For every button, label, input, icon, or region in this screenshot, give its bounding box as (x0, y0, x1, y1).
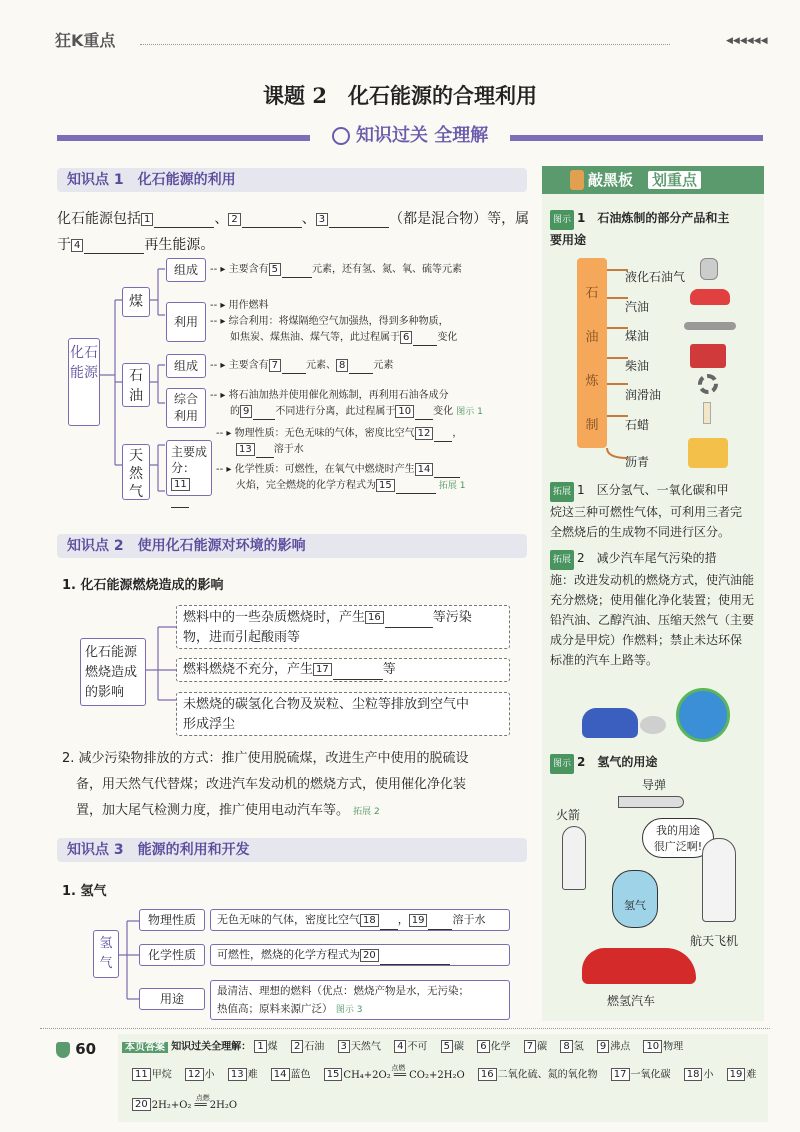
kp2-effect-2: 燃料燃烧不充分，产生 17 等 (176, 658, 510, 682)
h2-mascot-icon: 氢气 (612, 870, 658, 928)
roller-icon (688, 438, 728, 468)
coal-use-text: -- ▸ 用作燃料 -- ▸ 综合利用：将煤隔绝空气加强热，得到多种物质， 如焦炭、煤焦油、煤气等，此过程属于 6 变化 (210, 298, 457, 346)
fossil-center: 化石能源 (68, 338, 100, 426)
kp3-tree-lines (119, 915, 141, 1005)
coal-node: 煤 (122, 287, 150, 317)
oil-node: 石油 (122, 363, 150, 407)
h2-phys-node: 物理性质 (139, 909, 205, 931)
banner-icon (332, 127, 350, 145)
car-icon (690, 289, 730, 305)
products-list (625, 263, 685, 478)
product-asphalt: 沥青 (625, 455, 650, 469)
product-diesel: 柴油 (625, 358, 650, 373)
kp2-effect-1: 燃料中的一些杂质燃烧时，产生 16 等污染 物，进而引起酸雨等 (176, 605, 510, 649)
ref-fig1[interactable]: 图示 1 (456, 407, 483, 417)
kp1-header: 知识点 1 化石能源的利用 (57, 168, 527, 192)
h2-chem-node: 化学性质 (139, 944, 205, 966)
h2-use-node: 用途 (139, 988, 205, 1010)
oil-comp-node: 组成 (166, 354, 206, 378)
h2-chem-text: 可燃性，燃烧的化学方程式为 20 (210, 944, 510, 966)
plane-icon (684, 322, 736, 330)
side-ext2: 拓展 2 减少汽车尾气污染的措 施：改进发动机的燃烧方式，使汽油能 充分燃烧；使用催化净化装置；使用无 铅汽油、乙醇汽油、压缩天然气（主要 成分是甲烷）作燃料；禁止未达环保 标准的汽车上路等。 (550, 551, 755, 667)
shuttle-label: 航天飞机 (690, 934, 739, 948)
answers-line2: 11 甲烷 12 小 13 难 14 蓝色 15 点燃 CH₄+2O₂ ══ CO₂+2H₂O 16 二氧化硫、氮的氧化物 17 一氧化碳 18 小 19 难 (132, 1068, 756, 1083)
gas-props: -- ▸ 物理性质：无色无味的气体，密度比空气 12 ， 13 溶于水 -- ▸ 化学性质：可燃性，在氧气中燃烧时产生 14 火焰，完全燃烧的化学方程式为 15 拓展 1 (216, 426, 466, 494)
tractor-icon (690, 344, 726, 368)
kp2-header: 知识点 2 使用化石能源对环境的影响 (57, 534, 527, 558)
oil-comp-text: -- ▸ 主要含有 7 元素、 8 元素 (210, 358, 393, 374)
product-kerosene: 煤油 (625, 329, 650, 343)
kp1-intro-line2: 于 4 再生能源。 (57, 237, 215, 253)
ref-fig3[interactable]: 图示 3 (335, 1005, 363, 1015)
banner-label: 知识过关 全理解 (356, 125, 489, 146)
banner (310, 122, 510, 150)
exhaust-car-icon (582, 708, 638, 738)
side-ext1: 拓展 1 区分氢气、一氧化碳和甲 烷这三种可燃性气体，可利用三者完 全燃烧后的生成物不同进行区分。 (550, 483, 743, 539)
coal-comp-text: -- ▸ 主要含有 5 元素，还有氢、氮、氧、硫等元素 (210, 262, 462, 278)
kp2-sub1: 1. 化石能源燃烧造成的影响 (62, 578, 224, 593)
gas-tank-icon (700, 258, 718, 280)
brand-logo (55, 28, 115, 51)
gear-icon (698, 374, 718, 394)
ref-ext1[interactable]: 拓展 1 (438, 481, 466, 491)
rocket-icon (562, 826, 586, 890)
rocket-label: 火箭 (556, 808, 581, 822)
speech-bubble: 我的用途 很广泛啊! (642, 818, 714, 858)
smoke-icon (640, 716, 666, 734)
brand-logo-text: 狂K重点 (55, 31, 116, 50)
product-gasoline: 汽油 (625, 299, 650, 314)
sidebar-header: 敲黑板 划重点 (542, 166, 764, 194)
page-number: 60 (56, 1040, 96, 1058)
tower-labels: 石 油 炼 制 (585, 286, 599, 433)
missile-label: 导弹 (642, 778, 667, 792)
coal-use-node: 利用 (166, 302, 206, 342)
gas-node: 天然气 (122, 444, 150, 500)
kp2-center: 化石能源燃烧造成的影响 (80, 638, 146, 706)
h2-center: 氢气 (93, 930, 119, 978)
side-fig2-title: 图示 2 氢气的用途 (550, 752, 765, 774)
coal-comp-node: 组成 (166, 258, 206, 282)
missile-icon (618, 796, 684, 808)
answers-line1: 本页答案 知识过关全理解： 1 煤 2 石油 3 天然气 4 不可 5 碳 6 化学 7 碳 8 氢 9 沸点 10 物理 (122, 1040, 683, 1055)
candle-icon (703, 402, 711, 424)
product-lubricant: 润滑油 (625, 388, 662, 402)
ref-ext2[interactable]: 拓展 2 (353, 807, 380, 817)
product-lpg: 液化石油气 (625, 270, 686, 284)
top-rule (140, 44, 670, 45)
page-title: 课题 2 化石能源的合理利用 (263, 83, 537, 108)
oil-use-text: -- ▸ 将石油加热并使用催化剂炼制，再利用石油各成分 的 9 不同进行分离，此过程属于 10 变化 图示 1 (210, 388, 483, 420)
h2-use-text: 最清洁、理想的燃料（优点：燃烧产物是水，无污染； 热值高；原料来源广泛） 图示 3 (210, 980, 510, 1020)
product-paraffin: 石蜡 (625, 417, 650, 432)
side-fig1-title: 图示 1 石油炼制的部分产品和主 要用途 (550, 211, 730, 247)
teacher-icon (570, 170, 584, 190)
shuttle-icon (702, 838, 736, 922)
top-arrows: ◀◀◀◀◀◀ (726, 36, 768, 46)
kp2-effect-3: 未燃烧的碳氢化合物及炭粒、尘粒等排放到空气中 形成浮尘 (176, 692, 510, 736)
kp1-intro-line1: 化石能源包括 1 、 2 、 3 （都是混合物）等，属 (57, 211, 530, 227)
gas-main-node: 主要成分： 11 (166, 440, 212, 496)
kp3-header: 知识点 3 能源的利用和开发 (57, 838, 527, 862)
h2-phys-text: 无色无味的气体，密度比空气 18 ， 19 溶于水 (210, 909, 510, 931)
flask-icon (56, 1042, 70, 1058)
kp2-sub2: 2. 减少污染物排放的方式：推广使用脱硫煤，改进生产中使用的脱硫设 备，用天然气代替煤；改进汽车发动机的燃烧方式，使用催化净化装 置，加大尾气检测力度，推广使用电动汽车等。 拓展 2 (62, 751, 469, 818)
kp3-sub1: 1. 氢气 (62, 884, 107, 899)
oil-use-node: 综合利用 (166, 388, 206, 428)
earth-icon (676, 688, 730, 742)
answers-line3: 20 点燃 2H₂+O₂ ══ 2H₂O (132, 1098, 237, 1113)
footer-rule (40, 1028, 770, 1029)
kp2-tree-lines (146, 615, 180, 715)
hydrogen-car-icon (582, 948, 696, 984)
car-label: 燃氢汽车 (607, 994, 656, 1008)
